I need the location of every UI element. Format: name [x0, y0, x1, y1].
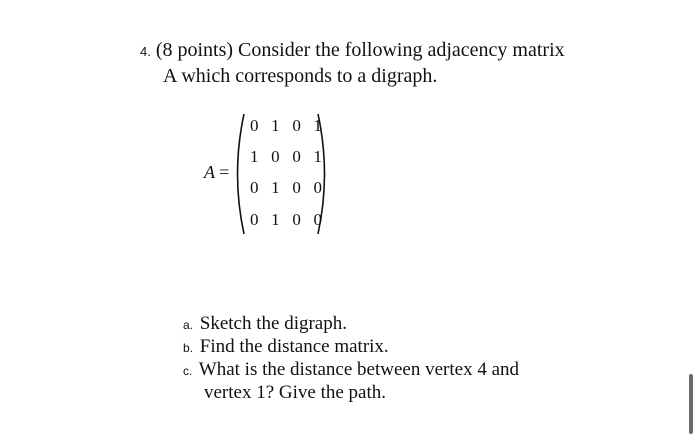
matrix-cell: 1 — [250, 147, 259, 166]
scrollbar[interactable] — [689, 374, 693, 434]
matrix-cell: 1 — [313, 147, 322, 166]
matrix-cell: 0 — [313, 210, 322, 229]
question-text-line2: A which corresponds to a digraph. — [163, 65, 438, 87]
matrix-cell: 0 — [250, 178, 259, 197]
matrix-cell: 0 — [292, 147, 301, 166]
matrix-row-2 — [250, 147, 322, 167]
subquestion-letter: a. — [183, 318, 194, 332]
matrix-cell: 1 — [271, 178, 280, 197]
adjacency-matrix — [230, 112, 332, 236]
matrix-cell: 0 — [292, 210, 301, 229]
question-heading — [140, 38, 565, 64]
subquestion-c-continuation: vertex 1? Give the path. — [204, 382, 387, 403]
matrix-cell: 0 — [313, 178, 322, 197]
matrix-cell: 0 — [271, 147, 280, 166]
matrix-cell: 0 — [250, 116, 259, 135]
subquestion-letter: c. — [183, 364, 193, 378]
matrix-cell: 0 — [250, 210, 259, 229]
matrix-row-4 — [250, 210, 322, 230]
matrix-name: A — [204, 162, 215, 182]
matrix-cell: 0 — [292, 116, 301, 135]
equals-sign: = — [219, 162, 230, 182]
left-parenthesis — [238, 114, 245, 234]
question-number: 4. — [140, 44, 151, 59]
subquestion-b — [183, 335, 389, 360]
subquestion-c — [183, 358, 519, 383]
matrix-cell: 1 — [271, 116, 280, 135]
subquestion-letter: b. — [183, 341, 194, 355]
matrix-cell: 0 — [292, 178, 301, 197]
subquestion-text: Sketch the digraph. — [199, 313, 347, 334]
subquestion-a — [183, 312, 347, 337]
subquestion-text: What is the distance between vertex 4 and — [198, 359, 520, 380]
question-text-line1: (8 points) Consider the following adjacency matrix — [155, 39, 565, 61]
matrix-cell: 1 — [271, 210, 280, 229]
matrix-cell: 1 — [313, 116, 322, 135]
matrix-row-3 — [250, 178, 322, 198]
matrix-label — [204, 162, 229, 183]
subquestion-text: Find the distance matrix. — [199, 336, 389, 357]
matrix-row-1 — [250, 116, 322, 136]
